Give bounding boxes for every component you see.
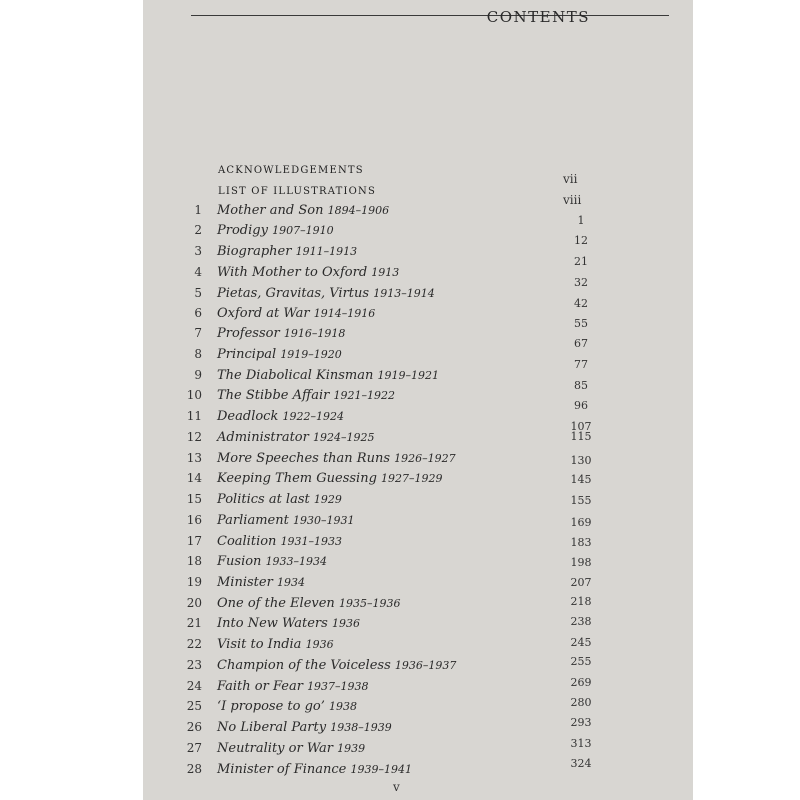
chapter-page: 85 [574,379,588,392]
chapter-number: 4 [194,265,202,279]
front-matter-illustrations: LIST OF ILLUSTRATIONS [218,186,377,197]
chapter-page: 183 [570,536,592,549]
chapter-years: 1938 [329,700,358,713]
chapter-title: Deadlock 1922–1924 [217,409,344,424]
chapter-page: 32 [574,276,588,289]
front-matter-acknowledgements: ACKNOWLEDGEMENTS [218,165,364,176]
chapter-years: 1921–1922 [333,389,395,402]
toc-entry [143,223,693,247]
chapter-page: 280 [570,696,592,709]
chapter-page: 207 [570,576,592,589]
chapter-title: Parliament 1930–1931 [217,513,355,528]
chapter-title: Mother and Son 1894–1906 [217,203,390,218]
chapter-number: 24 [186,679,202,693]
chapter-number: 16 [186,513,202,527]
chapter-years: 1936 [331,617,360,630]
chapter-title: ‘I propose to go’ 1938 [217,699,358,714]
chapter-title: More Speeches than Runs 1926–1927 [217,451,456,466]
chapter-years: 1937–1938 [307,680,369,693]
chapter-years: 1933–1934 [265,555,328,568]
chapter-title: One of the Eleven 1935–1936 [217,596,401,611]
chapter-years: 1939 [337,742,366,755]
chapter-years: 1919–1921 [377,369,439,382]
chapter-years: 1894–1906 [327,204,390,217]
toc-entry [143,596,693,616]
chapter-title: Prodigy 1907–1910 [217,223,334,238]
chapter-page: 313 [570,737,592,750]
chapter-number: 23 [186,658,202,672]
chapter-page: 21 [574,255,588,268]
chapter-title: Into New Waters 1936 [217,616,360,631]
chapter-number: 15 [186,492,202,506]
chapter-number: 11 [186,409,202,423]
chapter-years: 1936–1937 [394,659,457,672]
chapter-number: 7 [194,326,202,340]
chapter-title: Professor 1916–1918 [217,326,346,341]
toc-entry [143,265,693,289]
chapter-years: 1911–1913 [295,245,358,258]
chapter-page: 198 [570,556,592,569]
page-title: CONTENTS [486,8,590,26]
toc-entry [143,737,693,761]
toc-entry [143,513,693,533]
chapter-years: 1938–1939 [330,721,392,734]
chapter-number: 3 [194,244,202,258]
chapter-title: The Stibbe Affair 1921–1922 [217,388,395,403]
toc-entry [143,347,693,371]
front-matter-page-illustrations: viii [563,193,582,207]
toc-entry [143,368,693,392]
chapter-page: 324 [570,757,592,770]
chapter-title: Administrator 1924–1925 [217,430,375,445]
chapter-number: 18 [186,554,202,568]
chapter-title: Neutrality or War 1939 [217,741,366,756]
chapter-page: 245 [570,636,592,649]
toc-entry [143,244,693,268]
chapter-number: 2 [194,223,202,237]
chapter-number: 9 [194,368,202,382]
chapter-page: 115 [570,430,592,443]
toc-entry [143,471,693,491]
chapter-page: 218 [570,595,592,608]
chapter-years: 1929 [313,493,342,506]
toc-entry [143,696,693,719]
chapter-years: 1913 [371,266,400,279]
toc-entry [143,616,693,636]
chapter-title: Minister 1934 [217,575,305,590]
chapter-years: 1916–1918 [283,327,346,340]
chapter-page: 1 [577,214,585,227]
chapter-years: 1924–1925 [313,431,375,444]
chapter-title: The Diabolical Kinsman 1919–1921 [217,368,439,383]
toc-entry [143,286,693,310]
chapter-number: 20 [186,596,202,610]
front-matter-page-acknowledgements: vii [563,172,578,186]
chapter-title: Coalition 1931–1933 [217,534,343,549]
chapter-page: 42 [574,297,588,310]
chapter-number: 1 [194,203,202,217]
chapter-title: Biographer 1911–1913 [217,244,358,259]
chapter-years: 1913–1914 [373,287,435,300]
chapter-page: 155 [570,494,592,507]
chapter-page: 77 [574,358,588,371]
chapter-number: 8 [194,347,202,361]
chapter-years: 1935–1936 [338,597,401,610]
chapter-years: 1931–1933 [280,535,343,548]
chapter-years: 1919–1920 [280,348,342,361]
chapter-page: 96 [574,399,588,412]
toc-entry [143,409,693,433]
chapter-page: 269 [570,676,592,689]
chapter-number: 21 [186,616,202,630]
toc-entry [143,637,693,657]
chapter-years: 1914–1916 [313,307,376,320]
chapter-title: With Mother to Oxford 1913 [217,265,400,280]
chapter-page: 107 [570,420,592,433]
chapter-number: 25 [186,699,202,713]
chapter-page: 55 [574,317,588,330]
toc-entry [143,554,693,574]
page-folio: v [393,780,400,794]
chapter-title: No Liberal Party 1938–1939 [217,720,392,735]
chapter-title: Keeping Them Guessing 1927–1929 [217,471,443,486]
chapter-title: Oxford at War 1914–1916 [217,306,376,321]
chapter-years: 1934 [276,576,305,589]
chapter-years: 1927–1929 [381,472,443,485]
chapter-number: 13 [186,451,202,465]
chapter-number: 26 [186,720,202,734]
toc-entry [143,655,693,678]
toc-entry [143,534,693,554]
chapter-number: 19 [186,575,202,589]
toc-entry [143,430,693,450]
chapter-title: Principal 1919–1920 [217,347,342,362]
toc-entry [143,326,693,350]
chapter-number: 12 [186,430,202,444]
chapter-page: 67 [574,337,588,350]
chapter-title: Pietas, Gravitas, Virtus 1913–1914 [217,286,435,301]
chapter-number: 27 [186,741,202,755]
chapter-number: 28 [186,762,202,776]
chapter-years: 1939–1941 [350,763,412,776]
chapter-number: 6 [194,306,202,320]
chapter-title: Fusion 1933–1934 [217,554,328,569]
chapter-years: 1907–1910 [272,224,334,237]
header-rule [191,15,669,16]
chapter-number: 5 [194,286,202,300]
chapter-title: Minister of Finance 1939–1941 [217,762,412,777]
toc-entry [143,716,693,740]
toc-entry [143,306,693,330]
chapter-years: 1930–1931 [292,514,355,527]
chapter-years: 1922–1924 [282,410,344,423]
toc-entry [143,492,693,512]
chapter-page: 238 [570,615,592,628]
chapter-years: 1926–1927 [394,452,456,465]
toc-entry [143,676,693,699]
toc-entry [143,757,693,782]
chapter-page: 293 [570,716,592,729]
chapter-years: 1936 [305,638,334,651]
chapter-title: Politics at last 1929 [217,492,342,507]
toc-entry [143,451,693,471]
chapter-number: 17 [186,534,202,548]
toc-entry [143,575,693,595]
chapter-page: 255 [570,655,592,668]
chapter-number: 14 [186,471,202,485]
chapter-page: 130 [570,454,592,467]
chapter-title: Faith or Fear 1937–1938 [217,679,369,694]
chapter-number: 10 [186,388,202,402]
chapter-page: 12 [574,234,588,247]
toc-entry [143,388,693,412]
chapter-title: Visit to India 1936 [217,637,334,652]
chapter-title: Champion of the Voiceless 1936–1937 [217,658,457,673]
chapter-page: 169 [570,516,592,529]
toc-entry [143,203,693,227]
book-page [143,0,693,800]
chapter-page: 145 [570,473,592,486]
chapter-number: 22 [186,637,202,651]
